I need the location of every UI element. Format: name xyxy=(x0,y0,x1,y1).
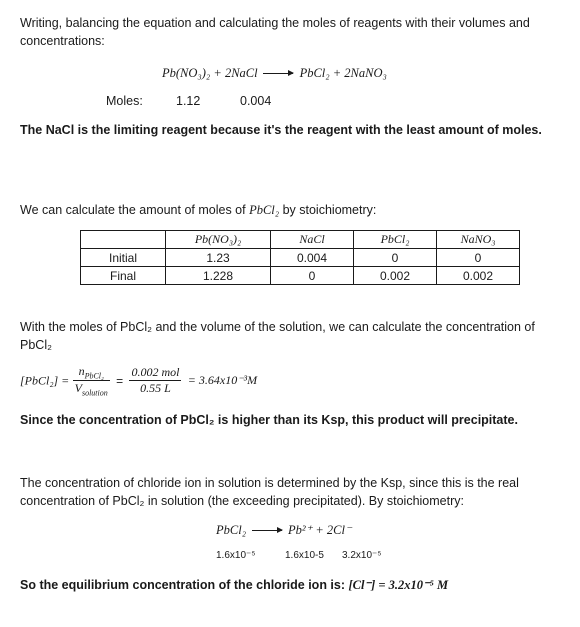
balanced-equation xyxy=(162,66,387,81)
volume-subscript: solution xyxy=(81,388,108,398)
table-header-cell: NaNO₃ xyxy=(437,231,520,249)
fraction-denominator xyxy=(73,381,110,397)
moles-symbol: n xyxy=(78,364,85,378)
moles-label: Moles: xyxy=(106,94,143,108)
table-cell: 0 xyxy=(354,249,437,267)
precipitation-statement: Since the concentration of PbCl₂ is higher than its Ksp, this product will precipitate. xyxy=(20,413,518,427)
table-header-row xyxy=(81,231,520,249)
table-cell: Final xyxy=(81,267,166,285)
stoichiometry-intro xyxy=(20,203,376,218)
stoichiometry-species: PbCl₂ xyxy=(249,203,280,217)
dissolution-equation xyxy=(216,522,352,538)
final-text: So the equilibrium concentration of the chloride ion is: xyxy=(20,578,349,592)
moles-value-1: 1.12 xyxy=(176,94,201,108)
table-cell: 0 xyxy=(437,249,520,267)
volume-symbol: V xyxy=(74,381,82,396)
table-cell: 1.23 xyxy=(166,249,271,267)
stoichiometry-table xyxy=(80,230,520,285)
table-cell: 0 xyxy=(271,267,354,285)
eq2-value-1: 1.6x10⁻⁵ xyxy=(216,550,256,561)
fraction-numeric xyxy=(129,365,181,396)
table-header-cell: Pb(NO₃)₂ xyxy=(166,231,271,249)
chloride-intro: The concentration of chloride ion in solution is determined by the Ksp, since this is the real concentration of PbCl₂ in solution (the exceeding precipitated). By stoichiometry: xyxy=(20,476,519,508)
concentration-calculation xyxy=(20,364,257,398)
eq2-value-3: 3.2x10⁻⁵ xyxy=(342,550,382,561)
calc-equals: = xyxy=(116,373,124,388)
table-header-cell: NaCl xyxy=(271,231,354,249)
dissolution-reactant: PbCl₂ xyxy=(216,523,247,537)
calc-result: = 3.64x10⁻³M xyxy=(187,373,258,388)
equation-products: PbCl₂ + 2NaNO₃ xyxy=(299,66,387,80)
concentration-intro: With the moles of PbCl₂ and the volume of the solution, we can calculate the concentration of PbCl₂ xyxy=(20,320,535,352)
limiting-reagent-statement: The NaCl is the limiting reagent because it's the reagent with the least amount of moles. xyxy=(20,123,542,137)
stoichiometry-intro-text: We can calculate the amount of moles of xyxy=(20,203,250,217)
table-cell: 1.228 xyxy=(166,267,271,285)
table-cell: Initial xyxy=(81,249,166,267)
reaction-arrow-icon xyxy=(252,530,282,531)
table-cell: 0.002 xyxy=(354,267,437,285)
numeric-numerator: 0.002 mol xyxy=(131,365,180,380)
moles-value-2: 0.004 xyxy=(240,94,272,108)
table-cell: 0.004 xyxy=(271,249,354,267)
table-header-cell xyxy=(81,231,166,249)
final-statement xyxy=(20,577,448,593)
dissolution-products: Pb²⁺ + 2Cl⁻ xyxy=(288,523,352,537)
table-row xyxy=(81,249,520,267)
table-cell: 0.002 xyxy=(437,267,520,285)
table-header-cell: PbCl₂ xyxy=(354,231,437,249)
numeric-denominator: 0.55 L xyxy=(140,381,171,396)
reaction-arrow-icon xyxy=(263,73,293,74)
final-math: [Cl⁻] = 3.2x10⁻⁵ M xyxy=(348,578,449,592)
calc-lhs: [PbCl₂] = xyxy=(20,373,70,388)
fraction-symbolic xyxy=(73,364,110,398)
moles-subscript: PbCl₂ xyxy=(84,371,104,381)
table-row xyxy=(81,267,520,285)
intro-text: Writing, balancing the equation and calculating the moles of reagents with their volumes and concentrations: xyxy=(20,16,530,48)
stoichiometry-intro-tail: by stoichiometry: xyxy=(279,203,377,217)
equation-reactants: Pb(NO₃)₂ + 2NaCl xyxy=(162,66,258,80)
fraction-numerator xyxy=(73,364,110,381)
eq2-value-2: 1.6x10-5 xyxy=(285,550,324,561)
